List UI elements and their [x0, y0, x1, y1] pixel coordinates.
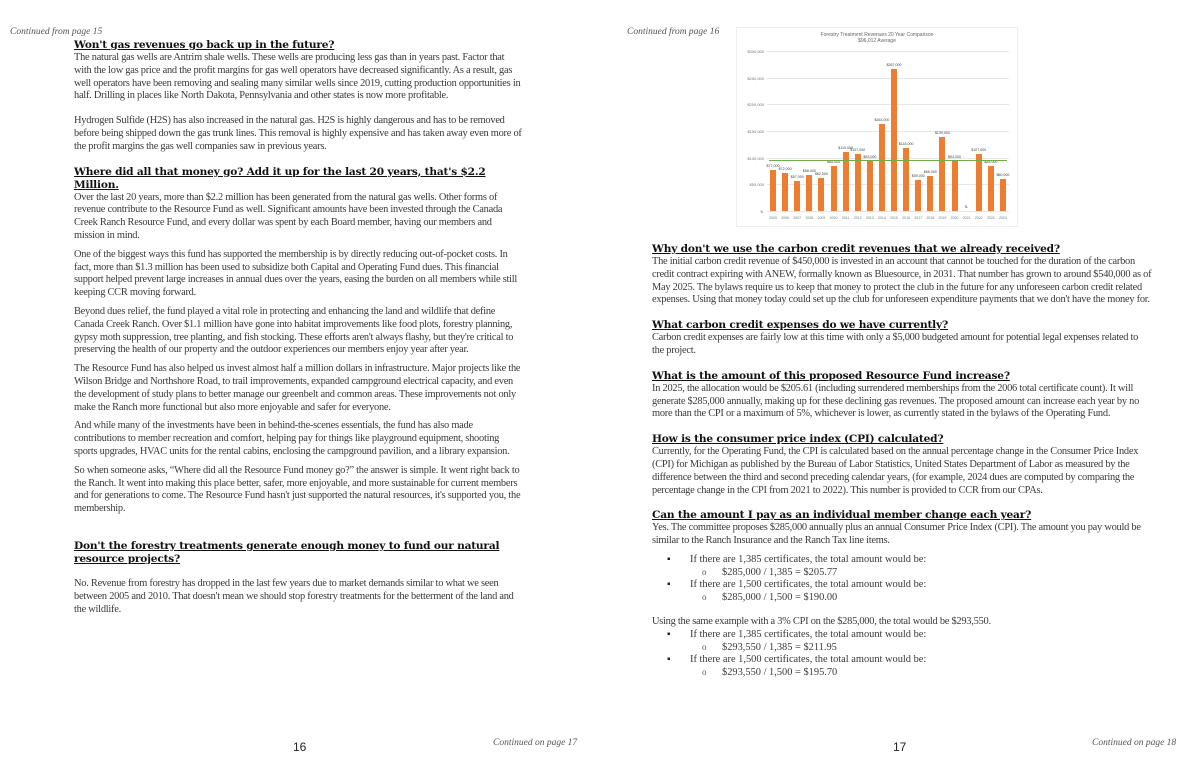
bar-value-label: $62,000 [814, 171, 828, 176]
bar-value-label: $118,000 [898, 142, 914, 147]
list-item: ▪ If there are 1,500 certificates, the total amount would be: o $285,000 / 1,500 = $190.00 [690, 579, 1152, 604]
y-tick-label: $100,000 [747, 155, 764, 161]
gridline [767, 184, 1009, 185]
list-subitem: o $285,000 / 1,385 = $205.77 [722, 567, 1152, 580]
x-tick-label: 2007 [793, 216, 802, 220]
paragraph: And while many of the investments have been in behind-the-scenes essentials, the fund has also made contributions to member recreation and comfort, helping pay for things like playground equipment, shooting sports upgrades, HVAC units for the rental cabins, enclosing the campground pavilion, and a library expansion. [74, 420, 510, 457]
x-tick-label: 2017 [914, 216, 923, 220]
section-heading: Don't the forestry treatments generate enough money to fund our natural resource projects? [74, 539, 500, 565]
list-subitem: o $293,550 / 1,385 = $211.95 [722, 642, 1152, 655]
bar-value-label: $- [965, 205, 969, 209]
paragraph: Using the same example with a 3% CPI on the $285,000, the total would be $293,550. [652, 616, 991, 628]
x-tick-label: 2011 [841, 216, 850, 220]
x-tick-label: 2013 [865, 216, 874, 220]
cpi-example-bullets [652, 629, 1152, 679]
gridline [767, 211, 1009, 212]
chart-bar [927, 176, 933, 211]
x-tick-label: 2006 [781, 216, 790, 220]
x-tick-label: 2019 [938, 216, 947, 220]
bar-value-label: $85,000 [827, 159, 841, 164]
bar-value-label: $107,000 [850, 147, 866, 152]
continued-from-label: Continued from page 16 [627, 27, 720, 37]
section-heading: What carbon credit expenses do we have currently? [652, 319, 948, 332]
chart-bar [879, 124, 885, 211]
chart-bar [843, 152, 849, 211]
x-tick-label: 2005 [769, 216, 777, 220]
section-heading: Why don't we use the carbon credit revenues that we already received? [652, 243, 1060, 255]
x-tick-label: 2015 [890, 216, 898, 220]
list-subitem: o $285,000 / 1,500 = $190.00 [722, 592, 1152, 605]
list-item: ▪ If there are 1,385 certificates, the total amount would be: o $293,550 / 1,385 = $211.95 [690, 629, 1152, 654]
bar-value-label: $72,000 [778, 166, 792, 171]
chart-bar [818, 178, 824, 211]
chart-bar [794, 181, 800, 211]
y-tick-label: $300,000 [747, 49, 764, 54]
y-tick-label: $200,000 [747, 102, 764, 108]
chart-title: Forestry Treatment Revenues 20 Year Comparison $96,012 Average [820, 32, 934, 44]
bar-value-label: $57,000 [790, 174, 804, 179]
paragraph: Hydrogen Sulfide (H2S) has also increased in the natural gas. H2S is highly dangerous and has to be removed before being shipped down the gas trunk lines. This removal is highly expensive and has taken away even more of the profit margins the gas well companies saw in previous years. [74, 115, 522, 152]
certificate-bullets [652, 554, 1152, 604]
page-number: 16 [293, 740, 307, 754]
chart-bar [939, 137, 945, 211]
chart-plot-area [747, 49, 1010, 220]
list-item: ▪ If there are 1,500 certificates, the total amount would be: o $293,550 / 1,500 = $195.70 [690, 654, 1152, 679]
x-tick-label: 2022 [974, 216, 983, 220]
x-tick-label: 2014 [878, 216, 886, 220]
x-tick-label: 2023 [986, 216, 995, 220]
chart-bar [831, 166, 837, 211]
page-17-column [652, 243, 1152, 680]
paragraph: Yes. The committee proposes $285,000 annually plus an annual Consumer Price Index (CPI). The amount you pay would be similar to the Ranch Insurance and the Ranch Tax line items. [652, 522, 1141, 547]
continued-on-label: Continued on page 18 [1092, 738, 1177, 748]
section-heading: How is the consumer price index (CPI) calculated? [652, 433, 944, 446]
paragraph: So when someone asks, “Where did all the Resource Fund money go?” the answer is simple. It went right back to the Ranch. It went into making this place better, safer, more enjoyable, and more sustainable for current members and for generations to come. The Resource Fund hasn't just supported the natural resources, it's supported you, the membership. [74, 464, 521, 515]
y-tick-label: $50,000 [749, 182, 764, 188]
continued-on-label: Continued on page 17 [493, 738, 578, 748]
section-heading: Where did all that money go? Add it up for the last 20 years, that's $2.2 Million. [74, 165, 486, 191]
bar-value-label: $60,000 [996, 173, 1010, 177]
x-tick-label: 2012 [853, 216, 862, 220]
list-subitem: o $293,550 / 1,500 = $195.70 [722, 667, 1152, 680]
y-tick-label: $150,000 [747, 129, 764, 134]
x-tick-label: 2010 [829, 216, 838, 220]
paragraph: Beyond dues relief, the fund played a vital role in protecting and enhancing the land and wildlife that define Canada Creek Ranch. Over $1.1 million have gone into habitat improvements like food plots, forestry planning, gypsy moth suppression, tree planting, and fish stocking. These efforts aren't always flashy, but they're critical to preserving the health of our property and the outdoor experiences our members enjoy year after year. [74, 305, 514, 356]
chart-bar [806, 175, 812, 211]
bar-value-label: $94,000 [948, 154, 962, 159]
x-tick-label: 2008 [805, 216, 814, 220]
x-tick-label: 2016 [902, 216, 911, 220]
bar-value-label: $93,000 [863, 155, 877, 160]
gridline [767, 51, 1009, 52]
y-tick-label: $- [760, 209, 764, 214]
average-line [769, 160, 1007, 161]
continued-from-label: Continued from page 15 [10, 27, 103, 37]
section-heading: What is the amount of this proposed Resource Fund increase? [652, 369, 1010, 382]
bar-value-label: $107,000 [971, 147, 987, 152]
x-tick-label: 2021 [962, 216, 971, 220]
chart-bar [1000, 179, 1006, 211]
paragraph: No. Revenue from forestry has dropped in the last few years due to market demands similar to what we seen between 2005 and 2010. That doesn't mean we should stop forestry treatments for the betterment of the land and the wildlife. [74, 577, 514, 615]
bar-value-label: $139,000 [934, 130, 950, 135]
x-tick-label: 2018 [926, 216, 935, 220]
page-number: 17 [893, 740, 907, 754]
x-tick-label: 2024 [999, 216, 1007, 220]
page-16-column [74, 39, 522, 616]
chart-bar [952, 161, 958, 211]
paragraph: Over the last 20 years, more than $2.2 million has been generated from the natural gas wells. Other forms of revenue contribute to the Resource Fund as well. Significant amounts have been invested through the Canada Creek Ranch Resource Fund, and every dollar was spent by each Board member, having our members and mission in mind. [74, 191, 503, 241]
forestry-revenue-chart [736, 27, 1018, 227]
bar-value-label: $85,000 [984, 159, 998, 164]
gridline [767, 104, 1009, 105]
x-tick-label: 2009 [817, 216, 826, 220]
paragraph: Currently, for the Operating Fund, the CPI is calculated based on the annual percentage change in the Consumer Price Index (CPI) for Michigan as published by the Bureau of Labor Statistics, United States Department of Labor as measured by the difference between the third and second preceding calendar years, (for example, 2024 dues are computed by comparing the percentage change in the CPI from 2021 to 2022). This number is provided to CCR from our CPAs. [652, 446, 1139, 496]
bar-value-label: $68,000 [802, 168, 816, 173]
gridline [767, 131, 1009, 132]
paragraph: The Resource Fund has also helped us invest almost half a million dollars in infrastructure. Major projects like the Wilson Bridge and Northshore Road, to trail improvements, expanded campground electrical capacity, and even the development of study plans to better manage our greenbelt and common areas. These improvements not only make the Ranch more functional but also more enjoyable and safer for everyone. [74, 363, 521, 413]
gridline [767, 78, 1009, 79]
chart-bar [915, 180, 921, 211]
y-tick-label: $250,000 [747, 75, 764, 81]
paragraph: Carbon credit expenses are fairly low at this time with only a $5,000 budgeted amount for potential legal expenses related to the project. [652, 332, 1139, 356]
chart-bar [903, 148, 909, 211]
bar-value-label: $77,000 [766, 163, 780, 168]
section-heading: Won't gas revenues go back up in the future? [74, 39, 335, 51]
chart-bar [770, 170, 776, 211]
x-tick-label: 2020 [950, 216, 959, 220]
bar-value-label: $59,000 [911, 173, 925, 178]
section-heading: Can the amount I pay as an individual member change each year? [652, 509, 1032, 522]
list-item: ▪ If there are 1,385 certificates, the total amount would be: o $285,000 / 1,385 = $205.77 [690, 554, 1152, 579]
bar-value-label: $267,000 [886, 62, 902, 67]
chart-bar [867, 161, 873, 211]
gridline [767, 158, 1009, 159]
paragraph: The initial carbon credit revenue of $450,000 is invested in an account that cannot be touched for the duration of the carbon credit contract expiring with ANEW, formally known as Bluesource, in 2031. That number has grown to around $540,000 as of May 2025. The bylaws require us to keep that money to protect the club in the future for any unforeseen carbon credit related expenses. Using that money today could set up the club for unforeseen expenditure payments that we don't have the money for. [652, 256, 1152, 306]
paragraph: One of the biggest ways this fund has supported the membership is by directly reducing out-of-pocket costs. In fact, more than $1.3 million has been used to subsidize both Capital and Operating Fund dues. This financial support helped prevent large increases in annual dues over the years, easing the burden on all members while still keeping CCR moving forward. [74, 248, 518, 299]
bar-value-label: $66,000 [923, 169, 937, 174]
bar-value-label: $163,000 [874, 118, 890, 123]
chart-bar [891, 69, 897, 211]
bar-value-label: $110,000 [838, 146, 853, 151]
paragraph: The natural gas wells are Antrim shale wells. These wells are producing less gas than in years past. Factor that with the low gas price and the profit margins for gas well operators have decreased significantly. As a result, gas well operators have been removing and sealing many similar wells since 2019, cutting production opportunities in half. Drilling in places like North Dakota, Pennsylvania and other states is now more profitable. [74, 52, 521, 102]
chart-bar [855, 154, 861, 211]
paragraph: In 2025, the allocation would be $205.61 (including surrendered memberships from the 2006 total certificate count). It will generate $285,000 annually, making up for these declining gas revenues. The proposed amount can increase each year by no more than the CPI or a maximum of 5%, whichever is lower, as currently stated in the bylaws of the Operating Fund. [652, 382, 1140, 420]
